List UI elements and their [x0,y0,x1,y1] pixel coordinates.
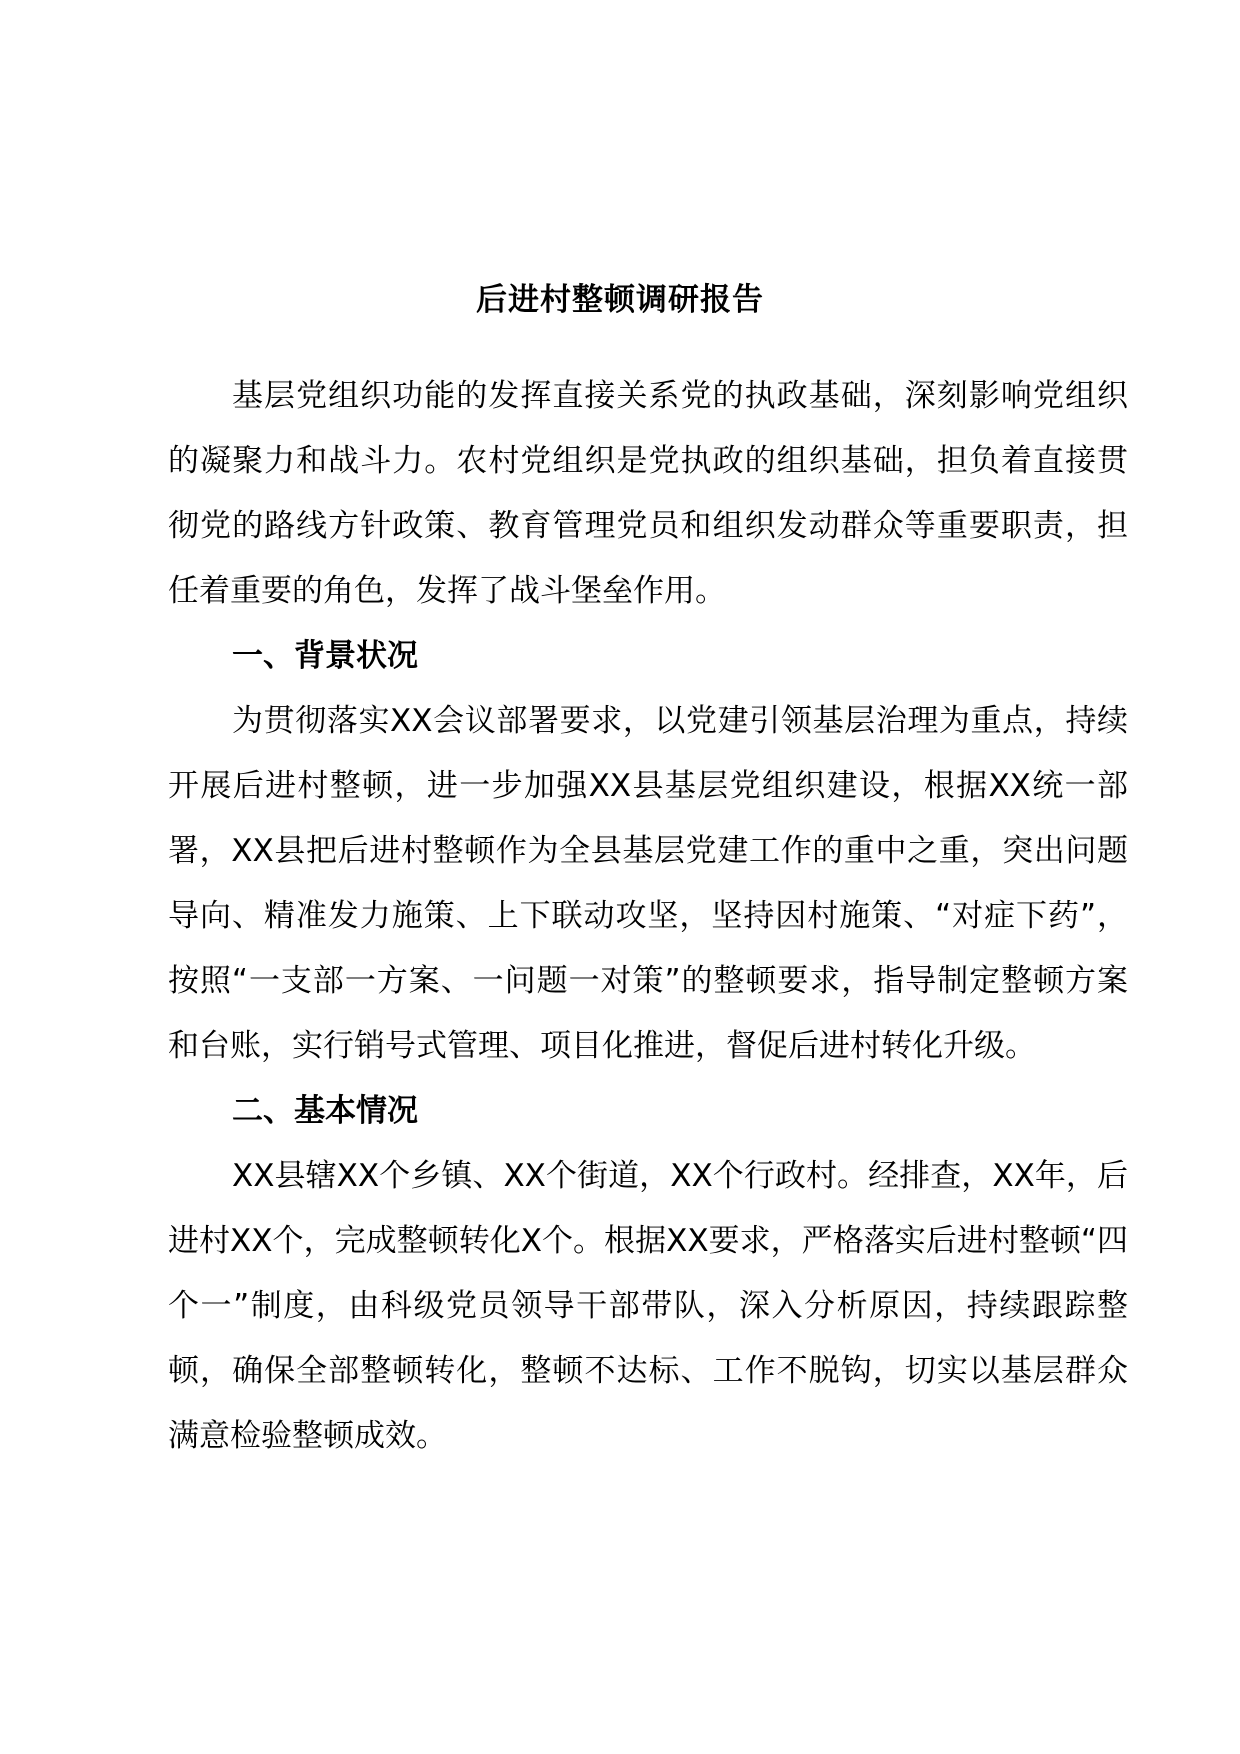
document-title: 后进村整顿调研报告 [476,282,764,318]
section-heading-basic-situation: 二、基本情况 [232,1093,418,1129]
section-paragraph-basic-situation: XX县辖XX个乡镇、XX个街道，XX个行政村。经排查，XX年，后进村XX个，完成整顿转化X个。根据XX要求，严格落实后进村整顿“四个一”制度，由科级党员领导干部带队，深入分析原因，持续跟踪整顿，确保全部整顿转化，整顿不达标、工作不脱钩，切实以基层群众满意检验整顿成效。 [168,1158,1128,1454]
intro-paragraph: 基层党组织功能的发挥直接关系党的执政基础，深刻影响党组织的凝聚力和战斗力。农村党组织是党执政的组织基础，担负着直接贯彻党的路线方针政策、教育管理党员和组织发动群众等重要职责，担任着重要的角色，发挥了战斗堡垒作用。 [168,378,1128,609]
section-paragraph-background: 为贯彻落实XX会议部署要求，以党建引领基层治理为重点，持续开展后进村整顿，进一步加强XX县基层党组织建设，根据XX统一部署，XX县把后进村整顿作为全县基层党建工作的重中之重，突出问题导向、精准发力施策、上下联动攻坚，坚持因村施策、“对症下药”，按照“一支部一方案、一问题一对策”的整顿要求，指导制定整顿方案和台账，实行销号式管理、项目化推进，督促后进村转化升级。 [168,703,1128,1064]
document-body [168,364,1128,1469]
section-heading-background: 一、背景状况 [232,638,418,674]
